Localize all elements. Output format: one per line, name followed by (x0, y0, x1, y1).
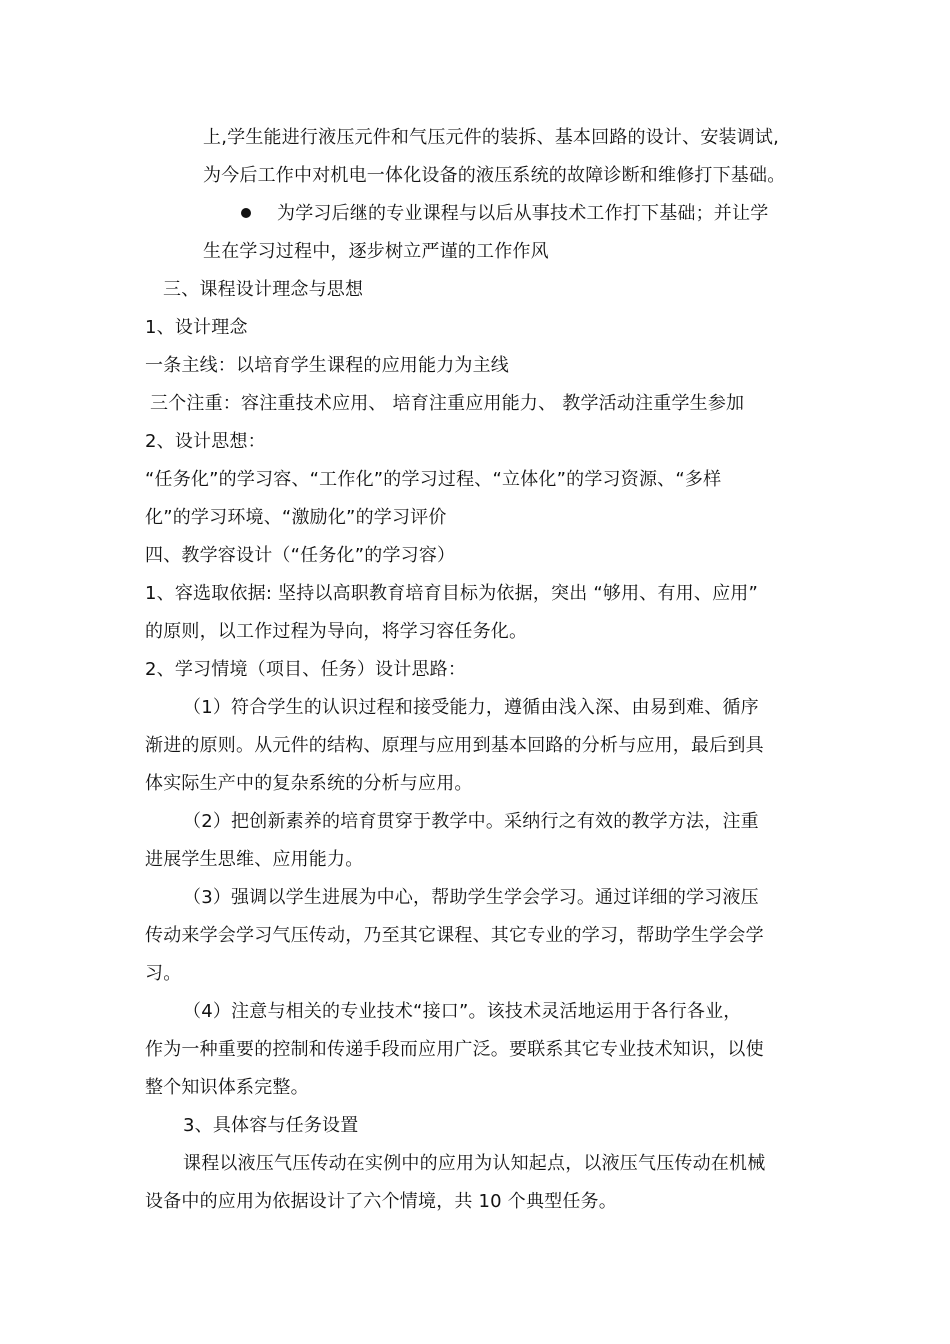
bullet-line: 生在学习过程中，逐步树立严谨的工作作风 (203, 241, 549, 262)
subsection-heading: 1、设计理念 (145, 317, 248, 338)
paragraph-line: 作为一种重要的控制和传递手段而应用广泛。要联系其它专业技术知识，以使 (145, 1039, 764, 1060)
bullet-line: 为学习后继的专业课程与以后从事技术工作打下基础；并让学 (277, 203, 769, 224)
subsection-heading: 2、学习情境（项目、任务）设计思路： (145, 659, 467, 680)
bullet-dot-icon (241, 208, 251, 218)
paragraph-line: 设备中的应用为依据设计了六个情境，共 10 个典型任务。 (145, 1191, 617, 1212)
paragraph-line: 渐进的原则。从元件的结构、原理与应用到基本回路的分析与应用，最后到具 (145, 735, 764, 756)
paragraph-line: 课程以液压气压传动在实例中的应用为认知起点，以液压气压传动在机械 (183, 1153, 766, 1174)
paragraph-line: （4）注意与相关的专业技术“接口”。该技术灵活地运用于各行各业， (183, 1001, 742, 1022)
paragraph-line: 为今后工作中对机电一体化设备的液压系统的故障诊断和维修打下基础。 (203, 165, 786, 186)
paragraph-line: 的原则，以工作过程为导向，将学习容任务化。 (145, 621, 528, 642)
paragraph-line: 1、容选取依据: 坚持以高职教育培育目标为依据，突出 “够用、有用、应用” (145, 583, 759, 604)
paragraph-line: 进展学生思维、应用能力。 (145, 849, 364, 870)
paragraph-line: 传动来学会学习气压传动，乃至其它课程、其它专业的学习，帮助学生学会学 (145, 925, 764, 946)
paragraph-line: 整个知识体系完整。 (145, 1077, 309, 1098)
section-heading: 三、课程设计理念与思想 (163, 279, 364, 300)
paragraph-line: 体实际生产中的复杂系统的分析与应用。 (145, 773, 473, 794)
paragraph-line: （1）符合学生的认识过程和接受能力，遵循由浅入深、由易到难、循序 (183, 697, 759, 718)
paragraph-line: （3）强调以学生进展为中心，帮助学生学会学习。通过详细的学习液压 (183, 887, 759, 908)
paragraph-line: 三个注重：容注重技术应用、 培育注重应用能力、 教学活动注重学生参加 (150, 393, 745, 414)
paragraph-line: 一条主线：以培育学生课程的应用能力为主线 (145, 355, 509, 376)
paragraph-line: 习。 (145, 963, 182, 984)
subsection-heading: 3、具体容与任务设置 (183, 1115, 359, 1136)
paragraph-line: （2）把创新素养的培育贯穿于教学中。采纳行之有效的教学方法，注重 (183, 811, 759, 832)
subsection-heading: 2、设计思想： (145, 431, 266, 452)
section-heading: 四、教学容设计（“任务化”的学习容） (145, 545, 456, 566)
paragraph-line: 上,学生能进行液压元件和气压元件的装拆、基本回路的设计、安装调试, (203, 127, 780, 148)
paragraph-line: “任务化”的学习容、“工作化”的学习过程、“立体化”的学习资源、“多样 (145, 469, 722, 490)
paragraph-line: 化”的学习环境、“激励化”的学习评价 (145, 507, 447, 528)
